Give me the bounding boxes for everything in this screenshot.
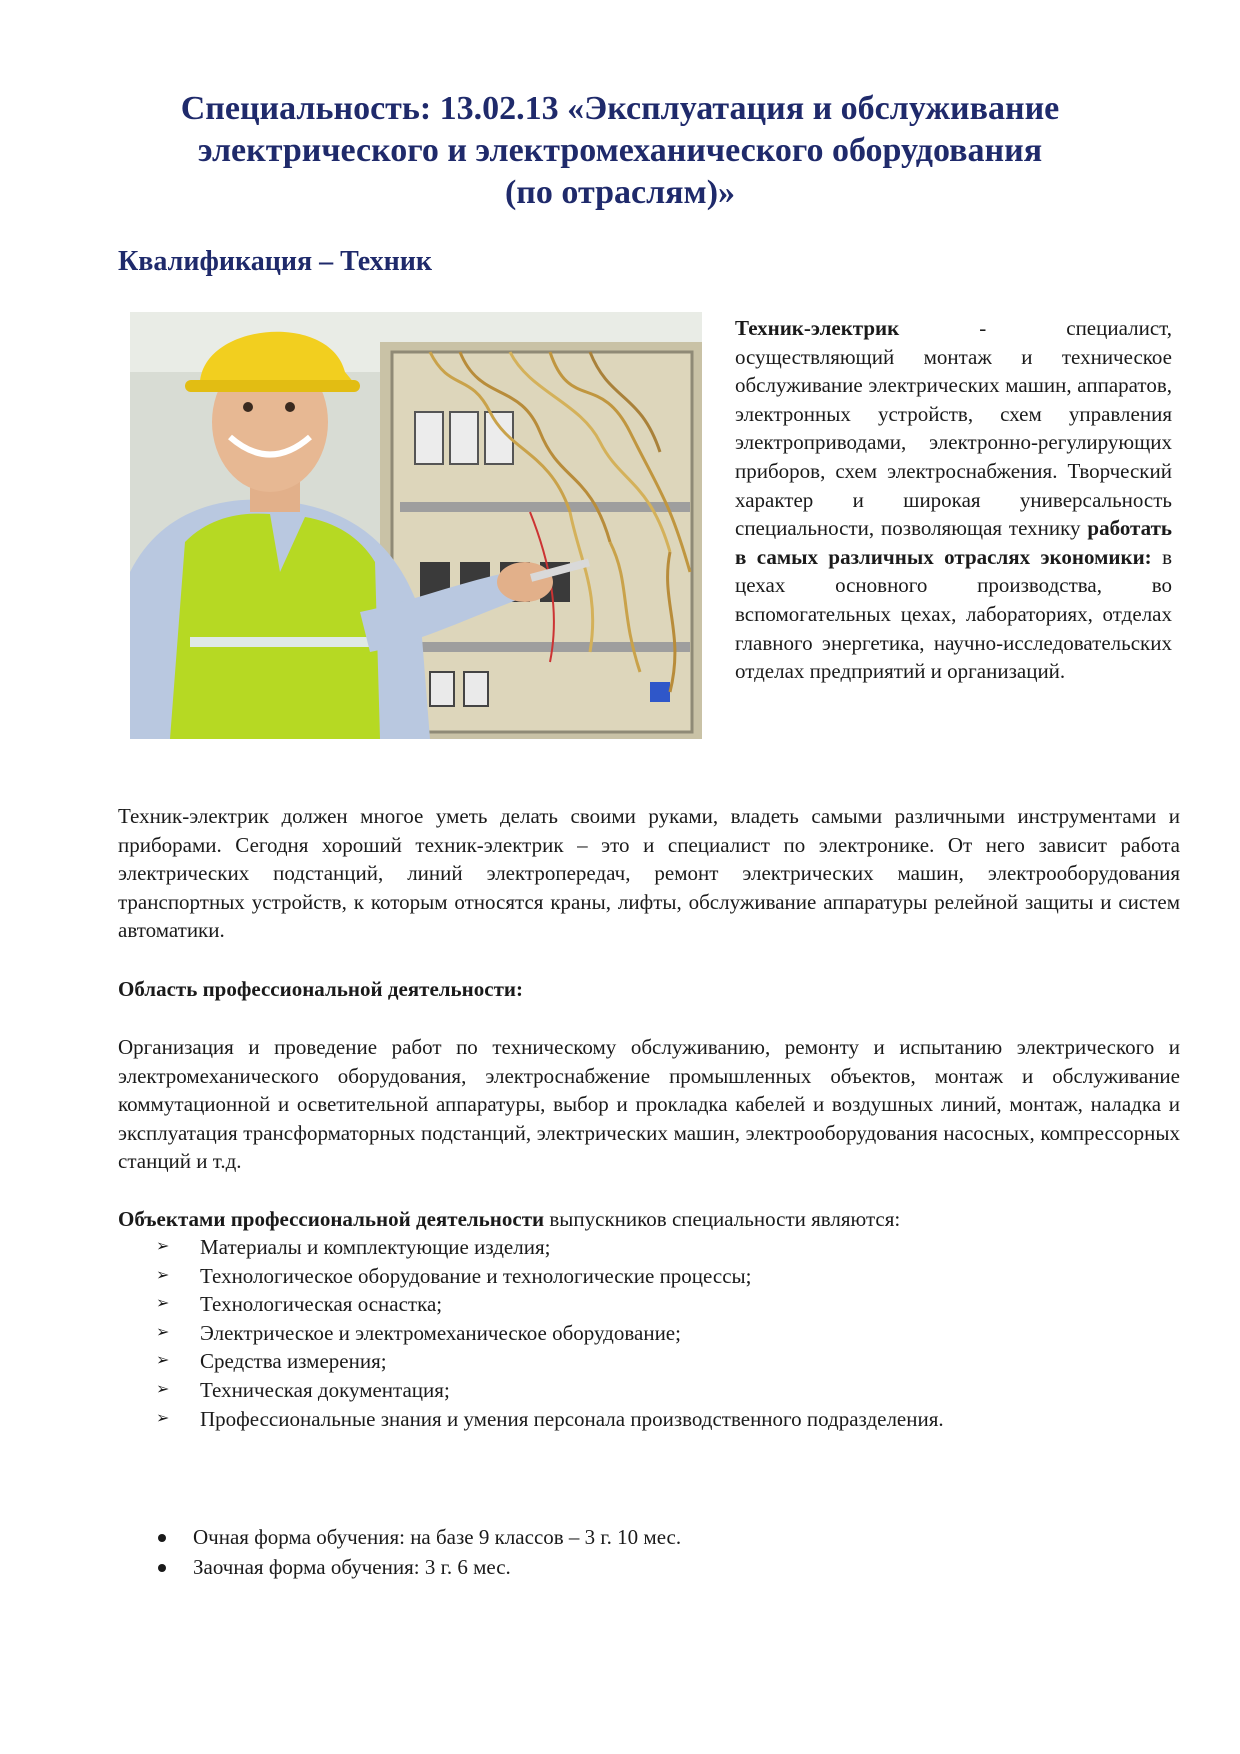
- list-item-text: Техническая документация;: [200, 1377, 450, 1402]
- technician-illustration: [130, 312, 702, 739]
- list-item-text: Средства измерения;: [200, 1349, 387, 1374]
- technician-term: Техник-электрик: [735, 316, 900, 340]
- objects-intro: [118, 1205, 1180, 1234]
- study-form-correspondence: Заочная форма обучения: 3 г. 6 мес.: [193, 1555, 511, 1579]
- title-line-1: Специальность: 13.02.13 «Эксплуатация и обслуживание: [180, 90, 1060, 127]
- arrow-bullet-icon: ➢: [156, 1323, 170, 1341]
- objects-rest: выпускников специальности являются:: [544, 1207, 901, 1231]
- arrow-bullet-icon: ➢: [156, 1380, 170, 1398]
- list-item: [118, 1347, 944, 1376]
- objects-list: [118, 1233, 944, 1433]
- arrow-bullet-icon: ➢: [156, 1409, 170, 1427]
- list-item-text: Профессиональные знания и умения персонала производственного подразделения.: [200, 1406, 944, 1431]
- qualification-heading: Квалификация – Техник: [118, 246, 433, 277]
- study-forms-list: [118, 1522, 681, 1582]
- study-form-fulltime: Очная форма обучения: на базе 9 классов – 3 г. 10 мес.: [193, 1525, 682, 1549]
- arrow-bullet-icon: ➢: [156, 1238, 170, 1255]
- list-item: [118, 1405, 944, 1434]
- list-item: [118, 1522, 681, 1552]
- list-item-text: Электрическое и электромеханическое оборудование;: [200, 1320, 681, 1345]
- list-item: [118, 1376, 944, 1405]
- arrow-bullet-icon: ➢: [156, 1266, 170, 1284]
- description-bold-phrase: работать в самых различных отраслях экономики:: [735, 516, 1172, 569]
- arrow-bullet-icon: ➢: [156, 1352, 170, 1370]
- list-item: [118, 1552, 681, 1582]
- bullet-dot-icon: [158, 1534, 166, 1542]
- page-title: [120, 88, 1120, 214]
- title-line-3: (по отраслям)»: [504, 174, 736, 211]
- description-part-1: - специалист, осуществляющий монтаж и техническое обслуживание электрических машин, аппаратов, электронных устройств, схем управления электроприводами, электронно-регулирующих приборов, схем электроснабжения. Творческий характер и широкая универсальность специальности, позволяющая технику: [735, 316, 1172, 541]
- list-item: [118, 1262, 944, 1291]
- arrow-bullet-icon: ➢: [156, 1295, 170, 1313]
- list-item: [118, 1319, 944, 1348]
- description-part-2: в цехах основного производства, во вспомогательных цехах, лабораториях, отделах главного энергетика, научно-исследовательских отделах предприятий и организаций.: [735, 544, 1172, 684]
- list-item-text: Материалы и комплектующие изделия;: [200, 1235, 551, 1259]
- technician-description: [735, 314, 1172, 686]
- skills-paragraph: Техник-электрик должен многое уметь делать своими руками, владеть самыми различными инструментами и приборами. Сегодня хороший техник-электрик – это и специалист по электронике. От него зависит работа электрических подстанций, линий электропередач, ремонт электрических машин, электрооборудования транспортных устройств, к которым относятся краны, лифты, обслуживание аппаратуры релейной защиты и систем автоматики.: [118, 804, 1180, 943]
- list-item-text: Технологическое оборудование и технологические процессы;: [200, 1263, 752, 1288]
- list-item: [118, 1290, 944, 1319]
- bullet-dot-icon: [158, 1564, 166, 1572]
- activity-area-heading: Область профессиональной деятельности:: [118, 977, 523, 1001]
- objects-bold: Объектами профессиональной деятельности: [118, 1207, 545, 1231]
- activity-area-paragraph: Организация и проведение работ по техническому обслуживанию, ремонту и испытанию электрического и электромеханического оборудования, электроснабжение промышленных объектов, монтаж и обслуживание коммутационной и осветительной аппаратуры, выбор и прокладка кабелей и воздушных линий, монтаж, наладка и эксплуатация трансформаторных подстанций, электрических машин, электрооборудования насосных, компрессорных станций и т.д.: [118, 1035, 1180, 1174]
- list-item-text: Технологическая оснастка;: [200, 1292, 443, 1317]
- list-item: [118, 1233, 944, 1262]
- title-line-2: электрического и электромеханического оборудования: [197, 132, 1043, 169]
- technician-photo: [130, 312, 702, 739]
